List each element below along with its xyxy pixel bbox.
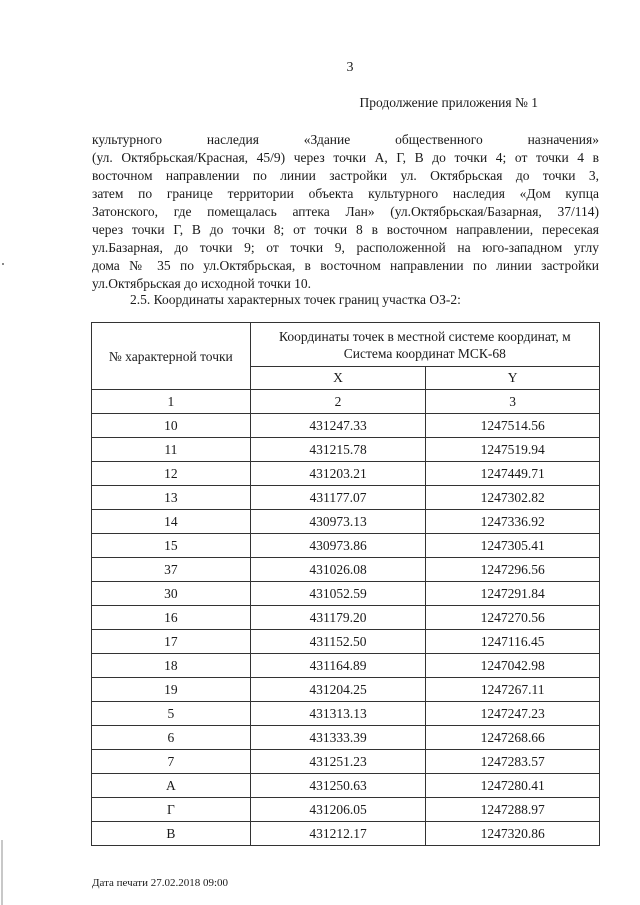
paragraph-line: дома № 35 по ул.Октябрьская, в восточном направлении по линии застройки [92,258,599,273]
x-coordinate-cell: 431164.89 [250,654,426,678]
paragraph-line: ул.Октябрьская до исходной точки 10. [92,276,312,291]
x-coordinate-cell: 431251.23 [250,750,426,774]
y-coordinate-cell: 1247288.97 [426,798,600,822]
point-id-cell: 7 [92,750,251,774]
point-id-cell: Г [92,798,251,822]
header-point-number: № характерной точки [92,323,251,390]
header-coordinates-line2: Система координат МСК-68 [343,345,506,361]
table-row [92,630,600,654]
column-number: 2 [250,390,426,414]
y-coordinate-cell: 1247305.41 [426,534,600,558]
table-row [92,582,600,606]
table-row [92,774,600,798]
point-id-cell: 30 [92,582,251,606]
y-coordinate-cell: 1247514.56 [426,414,600,438]
point-id-cell: 6 [92,726,251,750]
table-row [92,726,600,750]
x-coordinate-cell: 431177.07 [250,486,426,510]
point-id-cell: 15 [92,534,251,558]
paragraph-line: восточном направлении по линии застройки ул. Октябрьская до точки 3, [92,168,599,183]
x-coordinate-cell: 430973.86 [250,534,426,558]
x-coordinate-cell: 431179.20 [250,606,426,630]
x-coordinate-cell: 431204.25 [250,678,426,702]
point-id-cell: 10 [92,414,251,438]
table-row [92,414,600,438]
table-row [92,486,600,510]
y-coordinate-cell: 1247042.98 [426,654,600,678]
y-coordinate-cell: 1247247.23 [426,702,600,726]
table-row [92,606,600,630]
y-coordinate-cell: 1247519.94 [426,438,600,462]
header-coordinates-line1: Координаты точек в местной системе координат, м [278,328,571,344]
point-id-cell: 11 [92,438,251,462]
table-row [92,558,600,582]
table-row [92,510,600,534]
x-coordinate-cell: 431152.50 [250,630,426,654]
x-coordinate-cell: 431026.08 [250,558,426,582]
y-coordinate-cell: 1247291.84 [426,582,600,606]
x-coordinate-cell: 431052.59 [250,582,426,606]
table-row [92,654,600,678]
body-paragraph [92,131,599,293]
point-id-cell: 19 [92,678,251,702]
column-number: 3 [426,390,600,414]
table-row [92,702,600,726]
table-row [92,798,600,822]
x-coordinate-cell: 431203.21 [250,462,426,486]
header-x: X [250,367,426,390]
table-row [92,462,600,486]
column-number: 1 [92,390,251,414]
coordinates-table [91,322,600,846]
y-coordinate-cell: 1247280.41 [426,774,600,798]
continuation-label: Продолжение приложения № 1 [359,95,538,110]
print-date-footer: Дата печати 27.02.2018 09:00 [92,877,229,889]
point-id-cell: 18 [92,654,251,678]
x-coordinate-cell: 431313.13 [250,702,426,726]
paragraph-line: затем по границе территории объекта культурного наследия «Дом купца [92,186,599,201]
paragraph-line: Затонского, где помещалась аптека Лан» (ул.Октябрьская/Базарная, 37/114) [92,204,599,219]
x-coordinate-cell: 431206.05 [250,798,426,822]
y-coordinate-cell: 1247267.11 [426,678,600,702]
point-id-cell: 5 [92,702,251,726]
point-id-cell: 12 [92,462,251,486]
table-row [92,678,600,702]
scan-edge-mark [1,840,3,905]
point-id-cell: 16 [92,606,251,630]
y-coordinate-cell: 1247320.86 [426,822,600,846]
point-id-cell: В [92,822,251,846]
x-coordinate-cell: 431333.39 [250,726,426,750]
paragraph-line: (ул. Октябрьская/Красная, 45/9) через точки А, Г, В до точки 4; от точки 4 в [92,150,599,165]
x-coordinate-cell: 430973.13 [250,510,426,534]
header-y: Y [426,367,600,390]
table-row [92,534,600,558]
point-id-cell: 37 [92,558,251,582]
point-id-cell: А [92,774,251,798]
point-id-cell: 17 [92,630,251,654]
paragraph-line: культурного наследия «Здание общественного назначения» [92,132,599,147]
table-row [92,822,600,846]
header-coordinates [250,323,599,367]
y-coordinate-cell: 1247116.45 [426,630,600,654]
y-coordinate-cell: 1247296.56 [426,558,600,582]
table-row [92,750,600,774]
table-header-row [92,323,600,367]
y-coordinate-cell: 1247283.57 [426,750,600,774]
x-coordinate-cell: 431247.33 [250,414,426,438]
page-number: 3 [346,60,354,75]
point-id-cell: 14 [92,510,251,534]
y-coordinate-cell: 1247302.82 [426,486,600,510]
paragraph-line: ул.Базарная, до точки 9; от точки 9, расположенной на юго-западном углу [92,240,599,255]
y-coordinate-cell: 1247268.66 [426,726,600,750]
x-coordinate-cell: 431250.63 [250,774,426,798]
paragraph-line: через точки Г, В до точки 8; от точки 8 в восточном направлении, пересекая [92,222,599,237]
point-id-cell: 13 [92,486,251,510]
y-coordinate-cell: 1247336.92 [426,510,600,534]
x-coordinate-cell: 431212.17 [250,822,426,846]
x-coordinate-cell: 431215.78 [250,438,426,462]
y-coordinate-cell: 1247270.56 [426,606,600,630]
column-number-row [92,390,600,414]
scan-speck [2,263,4,265]
y-coordinate-cell: 1247449.71 [426,462,600,486]
table-row [92,438,600,462]
section-subheading: 2.5. Координаты характерных точек границ участка ОЗ-2: [130,292,461,307]
